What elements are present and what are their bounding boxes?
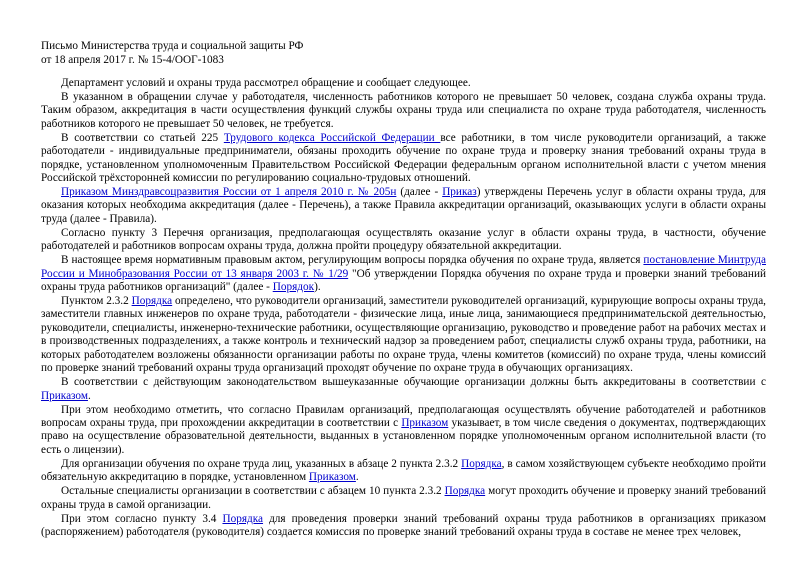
- procedure-link[interactable]: Порядка: [461, 457, 502, 470]
- paragraph-labor-code: В соответствии со статьей 225 Трудового кодекса Российской Федерации все работники, в том числе руководители организаций, а также работодатели - индивидуальные предприниматели, обязаны проходить обучение по охране труда и проверку знания требований охраны труда в порядке, установленном уполномоченным Правительством Российской Федерации федеральным органом исполнительной власти с учетом мнения Российской трёхсторонней комиссии по регулированию социально-трудовых отношений.: [41, 131, 766, 185]
- paragraph-order-205n: Приказом Минздравсоцразвития России от 1 апреля 2010 г. № 205н (далее - Приказ) утверждены Перечень услуг в области охраны труда, для оказания которых необходима аккредитация (далее - Перечень), а также Правила аккредитации организаций, оказывающих услуги в области охраны труда (далее - Правила).: [41, 186, 766, 225]
- paragraph-item-3-4: При этом согласно пункту 3.4 Порядка для проведения проверки знаний требований охраны труда работников в организациях приказом (распоряжением) работодателя (руководителя) создается комиссия по проверке знаний требований охраны труда в составе не менее трех человек,: [41, 512, 766, 538]
- procedure-link[interactable]: Порядок: [272, 281, 315, 294]
- paragraph-training-organization: Для организации обучения по охране труда лиц, указанных в абзаце 2 пункта 2.3.2 Порядка, в самом хозяйствующем субъекте необходимо пройти обязательную аккредитацию в порядке, установленном Приказом.: [41, 457, 766, 484]
- document-date-number: от 18 апреля 2017 г. № 15-4/ООГ-1083: [41, 53, 224, 66]
- order-link[interactable]: Приказом: [41, 389, 88, 402]
- order-link[interactable]: Приказ: [442, 186, 477, 199]
- paragraph-list-item-3: Согласно пункту 3 Перечня организация, предполагающая осуществлять оказание услуг в области охраны труда, в частности, обучение работодателей и работников вопросам охраны труда, должна пройти процедуру обязательной аккредитации.: [41, 226, 766, 253]
- procedure-link[interactable]: Порядка: [131, 295, 173, 308]
- document-header: [41, 40, 771, 67]
- labor-code-link[interactable]: Трудового кодекса Российской Федерации: [223, 131, 441, 144]
- paragraph-intro: Департамент условий и охраны труда рассмотрел обращение и сообщает следующее.: [61, 77, 471, 89]
- procedure-link[interactable]: Порядка: [222, 512, 264, 525]
- paragraph-item-2-3-2: Пунктом 2.3.2 Порядка определено, что руководители организаций, заместители руководителей организаций, курирующие вопросы охраны труда, заместители главных инженеров по охране труда, работодатели - физические лица, иные лица, занимающиеся предпринимательской деятельностью, руководители, специалисты, инженерно-технические работники, осуществляющие организацию, руководство и проведение работ на рабочих местах и в производственных подразделениях, а также контроль и технический надзор за проведением работ, специалисты служб охраны труда, работники, на которых работодателем возложены обязанности организации работы по охране труда, члены комитетов (комиссий) по охране труда, члены комиссий по проверке знаний требований охраны труда организаций проходят обучение по охране труда в обучающих организациях.: [41, 295, 766, 375]
- procedure-link[interactable]: Порядка: [444, 485, 486, 498]
- paragraph-license: При этом необходимо отметить, что согласно Правилам организаций, предполагающая осуществлять обучение работодателей и работников вопросам охраны труда, при прохождении аккредитации в соответствии с Приказом указывает, в том числе сведения о документах, подтверждающих право на осуществление образовательной деятельности, выданных в установленном порядке уполномоченным органом исполнительной власти (то есть о лицензии).: [41, 403, 766, 456]
- order-205n-link[interactable]: Приказом Минздравсоцразвития России от 1 апреля 2010 г. № 205н: [61, 186, 397, 199]
- order-link[interactable]: Приказом: [308, 471, 356, 484]
- paragraph-other-specialists: Остальные специалисты организации в соответствии с абзацем 10 пункта 2.3.2 Порядка могут проходить обучение и проверку знаний требований охраны труда в самой организации.: [41, 485, 766, 511]
- paragraph-resolution: В настоящее время нормативным правовым актом, регулирующим вопросы порядка обучения по охране труда, является постановление Минтруда России и Минобразования России от 13 января 2003 г. № 1/29 "Об утверждении Порядка обучения по охране труда и проверки знаний требований охраны труда работников организаций" (далее - Порядок).: [41, 254, 766, 294]
- paragraph-service: В указанном в обращении случае у работодателя, численность работников которого не превышает 50 человек, создана служба охраны труда. Таким образом, аккредитация в части осуществления функций службы охраны труда или специалиста по охране труда работодателя, численность работников которого не превышает 50 человек, не требуется.: [41, 91, 766, 130]
- paragraph-accreditation: В соответствии с действующим законодательством вышеуказанные обучающие организации должны быть аккредитованы в соответствии с Приказом.: [41, 376, 766, 402]
- document-title: Письмо Министерства труда и социальной защиты РФ: [41, 40, 304, 52]
- document-body: [41, 77, 766, 539]
- resolution-1-29-link[interactable]: постановление Минтруда России и Минобразования России от 13 января 2003 г. № 1/29: [41, 254, 766, 280]
- order-link[interactable]: Приказом: [401, 416, 449, 429]
